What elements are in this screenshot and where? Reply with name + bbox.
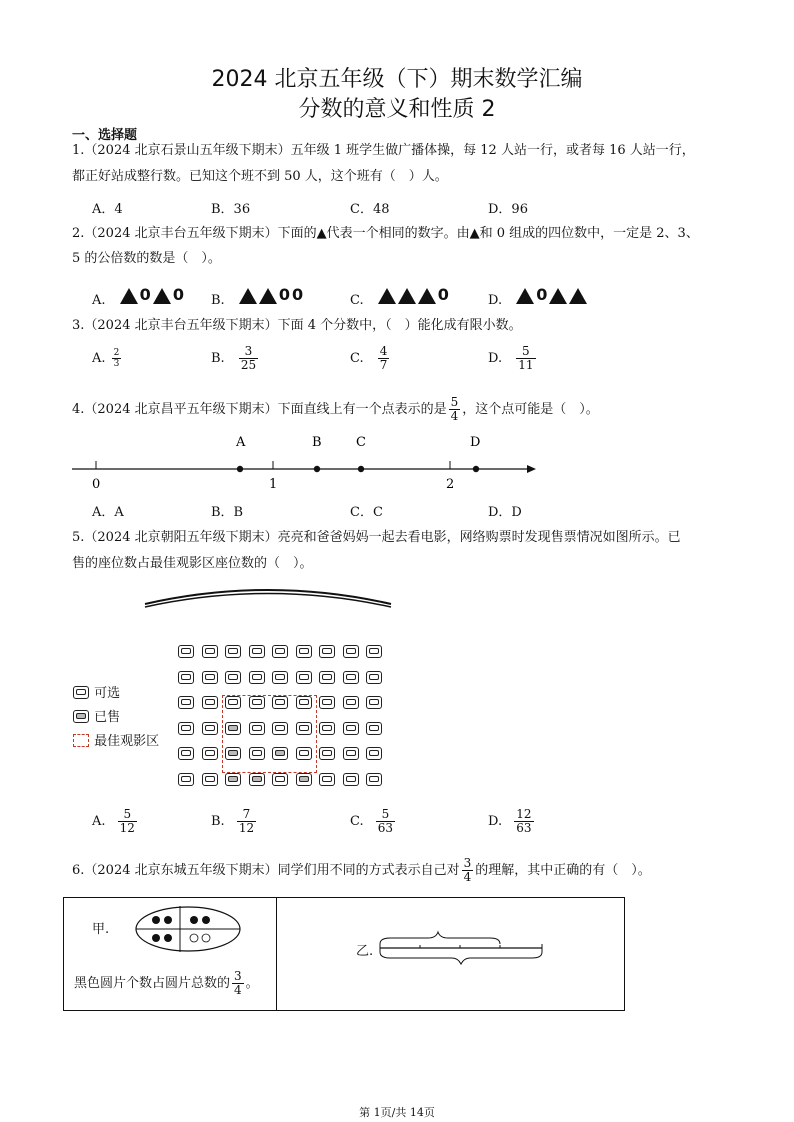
q3-option-d: D. $\frac{5}{11}$ xyxy=(488,344,534,372)
seat xyxy=(319,773,335,786)
best-viewing-zone xyxy=(222,695,317,773)
triangle-icon xyxy=(418,288,436,304)
seat xyxy=(343,645,359,658)
q6-line1: 6.（2024 北京东城五年级下期末）同学们用不同的方式表示自己对 $\frac{3}{4}$ 的理解，其中正确的有（ ）。 xyxy=(72,856,651,884)
q3-option-a: A. $\frac{2}{3}$ xyxy=(92,348,120,369)
page-subtitle: 分数的意义和性质 2 xyxy=(298,97,496,122)
legend-best-zone: 最佳观影区 xyxy=(73,730,159,749)
q4-option-a: A．A xyxy=(92,505,124,520)
point-b xyxy=(314,466,320,472)
seat xyxy=(225,671,241,684)
q5-option-b: B. $\frac{7}{12}$ xyxy=(211,807,255,835)
sold-seat xyxy=(296,773,312,786)
seat xyxy=(343,773,359,786)
seat xyxy=(178,645,194,658)
seat xyxy=(366,773,382,786)
jia-caption: 黑色圆片个数占圆片总数的 $\frac{3}{4}$ 。 xyxy=(74,969,259,997)
seat xyxy=(366,722,382,735)
q4-option-d: D．D xyxy=(488,505,522,520)
seat xyxy=(343,722,359,735)
q5-line2: 售的座位数占最佳观影区座位数的（ ）。 xyxy=(72,556,313,571)
q1-option-b: B．36 xyxy=(211,202,251,217)
dashed-box-icon xyxy=(73,734,89,747)
q5-option-a: A. $\frac{5}{12}$ xyxy=(92,807,135,835)
q6-table xyxy=(63,897,625,1011)
point-label-b: B xyxy=(312,435,322,450)
triangle-icon xyxy=(120,288,138,304)
q2-option-c: C. 0 xyxy=(350,285,449,308)
seat xyxy=(319,747,335,760)
seat-icon xyxy=(73,686,89,699)
q1-option-a: A．4 xyxy=(92,202,123,217)
yi-label: 乙. xyxy=(356,944,374,959)
screen-arc xyxy=(140,582,396,610)
q4-option-b: B．B xyxy=(211,505,244,520)
sold-seat xyxy=(225,773,241,786)
seat xyxy=(178,696,194,709)
tick-label-1: 1 xyxy=(269,477,278,492)
q2-line2: 5 的公倍数的数是（ ）。 xyxy=(72,251,221,266)
q1-option-c: C．48 xyxy=(350,202,390,217)
seat xyxy=(202,773,218,786)
triangle-icon xyxy=(259,288,277,304)
seat xyxy=(366,696,382,709)
seat xyxy=(202,671,218,684)
q4-line1: 4.（2024 北京昌平五年级下期末）下面直线上有一个点表示的是 $\frac{5}{4}$ ，这个点可能是（ ）。 xyxy=(72,395,599,423)
q5-line1: 5.（2024 北京朝阳五年级下期末）亮亮和爸爸妈妈一起去看电影，网络购票时发现售票情况如图所示。已 xyxy=(72,530,681,545)
seat xyxy=(366,747,382,760)
seat xyxy=(225,645,241,658)
q5-option-c: C. $\frac{5}{63}$ xyxy=(350,807,394,835)
seat xyxy=(272,773,288,786)
arrow-icon xyxy=(527,465,536,473)
seat xyxy=(296,671,312,684)
triangle-icon xyxy=(549,288,567,304)
seat xyxy=(249,671,265,684)
seat xyxy=(202,722,218,735)
point-d xyxy=(473,466,479,472)
seat xyxy=(366,645,382,658)
point-label-c: C xyxy=(356,435,366,450)
triangle-icon xyxy=(378,288,396,304)
q3-line1: 3.（2024 北京丰台五年级下期末）下面 4 个分数中，（ ）能化成有限小数。 xyxy=(72,318,522,333)
sold-seat-icon xyxy=(73,710,89,723)
jia-label: 甲. xyxy=(92,922,110,937)
q2-option-a: A. 0 0 xyxy=(92,285,184,308)
seat xyxy=(202,645,218,658)
q1-line1: 1.（2024 北京石景山五年级下期末）五年级 1 班学生做广播体操，每 12 人站一行，或者每 16 人站一行， xyxy=(72,143,695,158)
triangle-icon xyxy=(153,288,171,304)
legend-sold: 已售 xyxy=(73,706,120,725)
q2-line1: 2.（2024 北京丰台五年级下期末）下面的▲代表一个相同的数字。由▲和 0 组成的四位数中，一定是 2、3、 xyxy=(72,226,699,241)
jia-circle-diagram xyxy=(132,904,252,954)
q1-option-d: D．96 xyxy=(488,202,528,217)
legend-available: 可选 xyxy=(73,682,120,701)
page-footer: 第 1页/共 14页 xyxy=(359,1106,435,1119)
seat xyxy=(178,722,194,735)
seat xyxy=(343,747,359,760)
q2-option-b: B. 0 0 xyxy=(211,285,304,308)
point-c xyxy=(358,466,364,472)
seat xyxy=(319,696,335,709)
number-line xyxy=(60,428,550,492)
point-label-a: A xyxy=(236,435,246,450)
section-heading: 一、选择题 xyxy=(72,128,138,143)
seat xyxy=(343,696,359,709)
q3-option-c: C. $\frac{4}{7}$ xyxy=(350,344,388,372)
table-divider xyxy=(276,898,277,1010)
tick-label-0: 0 xyxy=(92,477,101,492)
point-label-d: D xyxy=(470,435,481,450)
seat xyxy=(319,645,335,658)
triangle-icon xyxy=(239,288,257,304)
seat xyxy=(343,671,359,684)
sold-seat xyxy=(249,773,265,786)
seat xyxy=(178,671,194,684)
seat xyxy=(272,671,288,684)
yi-bar-diagram xyxy=(370,926,550,970)
triangle-icon xyxy=(516,288,534,304)
seat xyxy=(202,696,218,709)
triangle-icon xyxy=(398,288,416,304)
q5-option-d: D. $\frac{12}{63}$ xyxy=(488,807,532,835)
seat xyxy=(366,671,382,684)
q3-option-b: B. $\frac{3}{25}$ xyxy=(211,344,257,372)
page-title: 2024 北京五年级（下）期末数学汇编 xyxy=(211,67,583,92)
point-a xyxy=(237,466,243,472)
q1-line2: 都正好站成整行数。已知这个班不到 50 人，这个班有（ ）人。 xyxy=(72,169,448,184)
seat xyxy=(178,773,194,786)
seat xyxy=(178,747,194,760)
triangle-icon xyxy=(569,288,587,304)
seat xyxy=(249,645,265,658)
seat xyxy=(202,747,218,760)
seat xyxy=(319,722,335,735)
seat xyxy=(319,671,335,684)
q2-option-d: D. 0 xyxy=(488,285,587,308)
seat xyxy=(296,645,312,658)
seat xyxy=(272,645,288,658)
q4-option-c: C．C xyxy=(350,505,383,520)
tick-label-2: 2 xyxy=(446,477,455,492)
